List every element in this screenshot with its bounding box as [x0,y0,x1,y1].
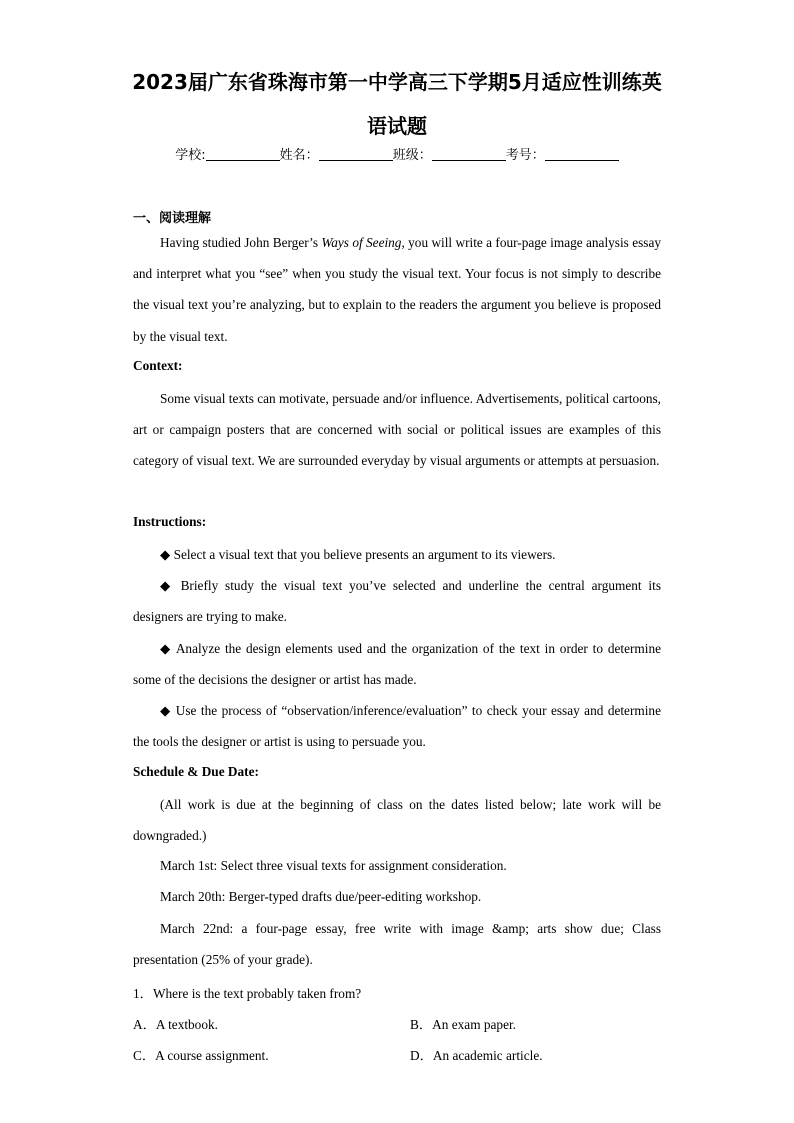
section-heading: 一、阅读理解 [133,211,212,226]
option-text: An exam paper. [432,1017,516,1032]
class-blank[interactable] [432,147,506,161]
bullet-diamond-icon: ◆ [160,641,172,656]
schedule-note: (All work is due at the beginning of class on the dates listed below; late work will be downgraded.) [133,797,661,844]
student-info-row [0,144,794,163]
instruction-item [133,570,661,632]
option-text: An academic article. [432,1048,543,1063]
school-blank[interactable] [206,147,280,161]
book-title: Ways of Seeing [321,235,402,250]
option-text: A course assignment. [155,1048,269,1063]
instruction-text: Analyze the design elements used and the organization of the text in order to determine some of the decisions the designer or artist has made. [133,641,662,688]
schedule-heading: Schedule & Due Date: [133,764,259,779]
schedule-item: March 1st: Select three visual texts for assignment consideration. [160,858,507,873]
option-a[interactable] [133,1014,218,1033]
name-label: 姓名： [279,148,319,163]
exam-title-line-1: 2023届广东省珠海市第一中学高三下学期5月适应性训练英 [132,70,662,94]
option-b[interactable] [410,1014,516,1033]
instruction-text: Briefly study the visual text you’ve selected and underline the central argument its designers are trying to make. [133,578,661,625]
school-label: 学校: [175,148,206,163]
bullet-diamond-icon: ◆ [160,703,172,718]
instruction-item [133,539,661,570]
exam-title-line-2: 语试题 [367,114,427,138]
option-text: A textbook. [155,1017,218,1032]
instruction-text: Select a visual text that you believe presents an argument to its viewers. [173,547,556,562]
name-blank[interactable] [319,147,393,161]
exam-number-label: 考号： [505,148,545,163]
intro-text-end: , you will write a four-page image analysis essay and interpret what you “see” when you study the visual text. Your focus is not simply to describe the visual text you’re analyzing, but to explain to the readers the argument you believe is proposed by the visual text. [133,235,661,344]
instructions-heading: Instructions: [133,514,207,529]
instruction-text: Use the process of “observation/inference/evaluation” to check your essay and determine the tools the designer or artist is using to persuade you. [133,703,661,750]
bullet-diamond-icon: ◆ [160,578,174,593]
exam-number-blank[interactable] [545,147,619,161]
option-label: A． [133,1017,156,1032]
instruction-item [133,633,661,695]
schedule-item: March 20th: Berger-typed drafts due/peer-editing workshop. [160,889,482,904]
context-heading: Context: [133,358,183,373]
schedule-item: March 22nd: a four-page essay, free write with image &amp; arts show due; Class presentation (25% of your grade). [133,921,661,968]
option-c[interactable] [133,1045,269,1064]
option-label: D． [410,1048,433,1063]
context-paragraph: Some visual texts can motivate, persuade and/or influence. Advertisements, political cartoons, art or campaign posters that are concerned with social or political issues are examples of this category of visual text. We are surrounded everyday by visual arguments or attempts at persuasion. [133,391,661,469]
question-stem: 1．Where is the text probably taken from? [133,986,362,1001]
class-label: 班级： [392,148,432,163]
option-label: B． [410,1017,433,1032]
bullet-diamond-icon: ◆ [160,547,171,562]
option-label: C． [133,1048,156,1063]
option-d[interactable] [410,1045,543,1064]
intro-paragraph [133,227,661,352]
intro-text-start: Having studied John Berger’s [160,235,322,250]
instruction-item [133,695,661,757]
